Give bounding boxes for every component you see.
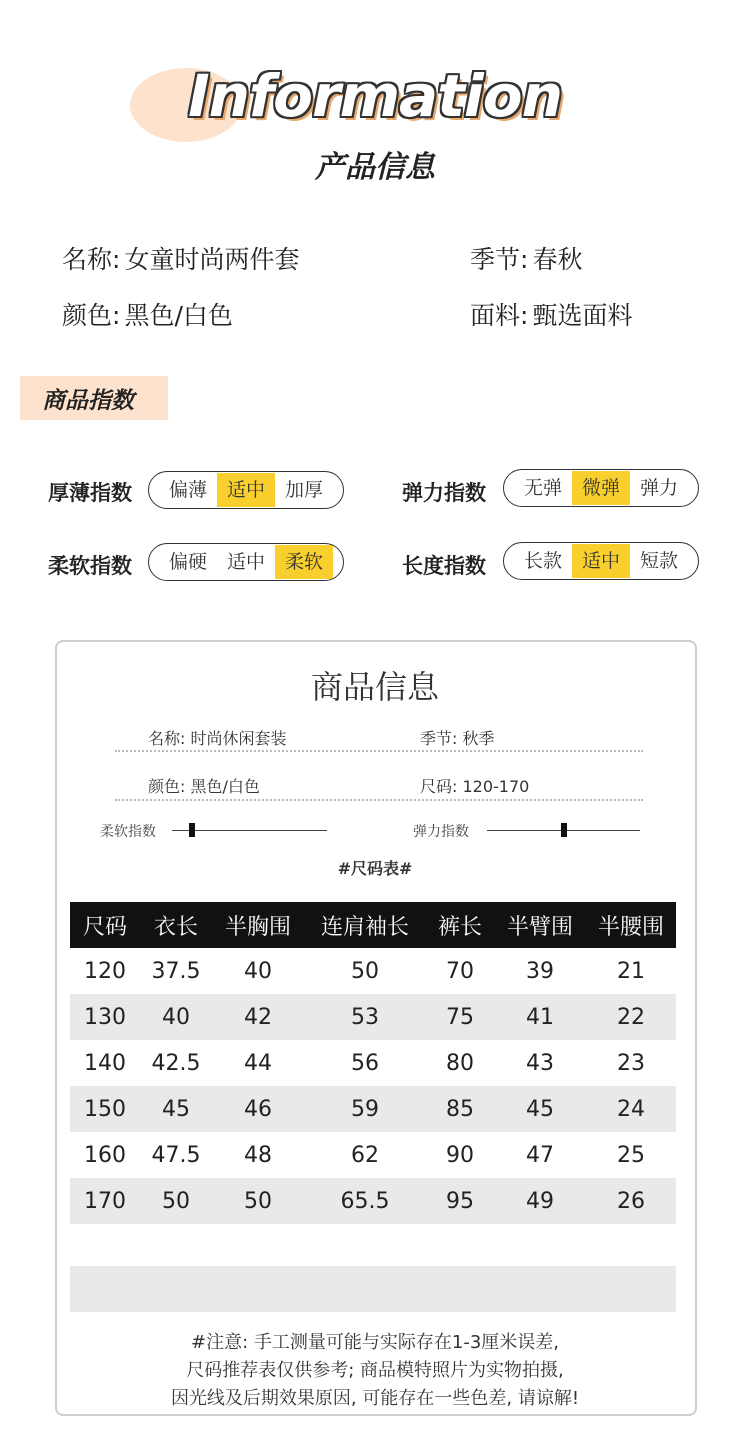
- table-header-cell: 衣长: [140, 902, 212, 948]
- table-cell: 95: [426, 1178, 494, 1224]
- page-title-en: Information: [188, 62, 562, 130]
- table-cell: 130: [70, 994, 140, 1040]
- table-cell: 50: [351, 958, 379, 984]
- table-cell: 85: [426, 1086, 494, 1132]
- softness-slider-track: [172, 830, 327, 831]
- index-option: 加厚: [285, 479, 324, 501]
- table-cell: 62: [351, 1142, 379, 1168]
- table-cell: 40: [140, 994, 212, 1040]
- table-cell: 42.5: [151, 1050, 201, 1076]
- table-cell: 40: [244, 958, 272, 984]
- info-fabric-value: 甄选面料: [532, 301, 633, 330]
- index-thickness-scale: [148, 471, 344, 509]
- table-cell: 59: [304, 1086, 426, 1132]
- table-cell: 48: [244, 1142, 272, 1168]
- index-option: 适中: [227, 551, 266, 573]
- index-option: 偏薄: [169, 479, 208, 501]
- size-chart-title: #尺码表#: [337, 859, 413, 878]
- info-season-label: 季节:: [470, 245, 529, 274]
- softness-slider-label: 柔软指数: [100, 824, 156, 840]
- table-cell: 42: [212, 994, 304, 1040]
- index-option: 无弹: [524, 477, 563, 499]
- table-row: [70, 1178, 676, 1224]
- table-cell: 160: [84, 1142, 126, 1168]
- info-color-label: 颜色:: [62, 301, 121, 330]
- table-header-cell: 裤长: [426, 902, 494, 948]
- dotted-divider: [115, 750, 643, 752]
- section-tag: [20, 376, 168, 420]
- index-option: 偏硬: [169, 551, 208, 573]
- table-cell: 150: [70, 1086, 140, 1132]
- index-option: 适中: [217, 473, 275, 507]
- softness-slider-knob: [189, 823, 195, 837]
- info-color: [62, 296, 233, 332]
- info-season: [470, 240, 582, 276]
- note-line: 因光线及后期效果原因, 可能存在一些色差, 请谅解!: [170, 1388, 580, 1409]
- index-elasticity-label: 弹力指数: [402, 481, 486, 505]
- table-cell: 47.5: [151, 1142, 201, 1168]
- table-cell: 45: [494, 1086, 586, 1132]
- section-tag-label: 商品指数: [42, 388, 134, 414]
- note-line: 尺码推荐表仅供参考; 商品模特照片为实物拍摄,: [186, 1360, 564, 1381]
- table-cell: 50: [212, 1178, 304, 1224]
- index-option: 弹力: [640, 477, 679, 499]
- index-option: 柔软: [275, 545, 333, 579]
- table-cell: 140: [84, 1050, 126, 1076]
- index-option: 长款: [524, 550, 563, 572]
- table-cell: 50: [140, 1178, 212, 1224]
- table-header-cell: 连肩袖长: [304, 902, 426, 948]
- table-cell: 170: [70, 1178, 140, 1224]
- info-season-value: 春秋: [532, 245, 583, 274]
- table-row: [70, 1086, 676, 1132]
- table-row: [70, 1132, 676, 1178]
- table-cell: 41: [494, 994, 586, 1040]
- index-length-label: 长度指数: [402, 554, 486, 578]
- table-header-cell: 半胸围: [212, 902, 304, 948]
- table-cell: 22: [586, 994, 676, 1040]
- table-cell: 47: [526, 1142, 554, 1168]
- index-option: 短款: [640, 550, 679, 572]
- table-cell: 65.5: [304, 1178, 426, 1224]
- table-row: [70, 994, 676, 1040]
- size-table: [70, 902, 676, 1224]
- elasticity-slider-knob: [561, 823, 567, 837]
- index-option: 微弹: [572, 471, 630, 505]
- info-color-value: 黑色/白色: [124, 301, 233, 330]
- table-cell: 45: [140, 1086, 212, 1132]
- table-cell: 23: [617, 1050, 645, 1076]
- table-cell: 53: [304, 994, 426, 1040]
- table-cell: 46: [212, 1086, 304, 1132]
- index-option: 适中: [572, 544, 630, 578]
- table-cell: 43: [526, 1050, 554, 1076]
- table-cell: 80: [446, 1050, 474, 1076]
- table-cell: 90: [446, 1142, 474, 1168]
- card-name: 名称: 时尚休闲套装: [148, 729, 287, 748]
- table-header-cell: 尺码: [70, 902, 140, 948]
- info-fabric: [470, 296, 632, 332]
- table-row: [70, 1040, 676, 1086]
- table-cell: 25: [617, 1142, 645, 1168]
- table-header-cell: 半臂围: [494, 902, 586, 948]
- card-title: 商品信息: [310, 668, 439, 706]
- index-elasticity-scale: [503, 469, 699, 507]
- dotted-divider: [115, 799, 643, 801]
- note-line: #注意: 手工测量可能与实际存在1-3厘米误差,: [191, 1332, 559, 1353]
- table-header-cell: 半腰围: [586, 902, 676, 948]
- page-title-cn: 产品信息: [315, 150, 435, 185]
- table-cell: 44: [244, 1050, 272, 1076]
- info-name-value: 女童时尚两件套: [124, 245, 300, 274]
- index-thickness-label: 厚薄指数: [48, 481, 132, 505]
- table-cell: 70: [446, 958, 474, 984]
- table-cell: 21: [617, 958, 645, 984]
- elasticity-slider-label: 弹力指数: [413, 824, 469, 840]
- card-season: 季节: 秋季: [420, 729, 495, 748]
- info-fabric-label: 面料:: [470, 301, 529, 330]
- index-length-scale: [503, 542, 699, 580]
- table-cell: 75: [426, 994, 494, 1040]
- table-cell: 26: [586, 1178, 676, 1224]
- table-cell: 120: [84, 958, 126, 984]
- table-row: [70, 948, 676, 994]
- table-cell: 56: [351, 1050, 379, 1076]
- card-size: 尺码: 120-170: [420, 777, 530, 796]
- empty-grey-bar: [70, 1266, 676, 1312]
- info-name: [62, 240, 299, 276]
- card-color: 颜色: 黑色/白色: [148, 777, 260, 796]
- table-header-row: [70, 902, 676, 948]
- index-softness-scale: [148, 543, 344, 581]
- info-name-label: 名称:: [62, 245, 121, 274]
- table-cell: 49: [494, 1178, 586, 1224]
- table-cell: 39: [526, 958, 554, 984]
- index-softness-label: 柔软指数: [48, 554, 132, 578]
- table-cell: 24: [586, 1086, 676, 1132]
- table-cell: 37.5: [151, 958, 201, 984]
